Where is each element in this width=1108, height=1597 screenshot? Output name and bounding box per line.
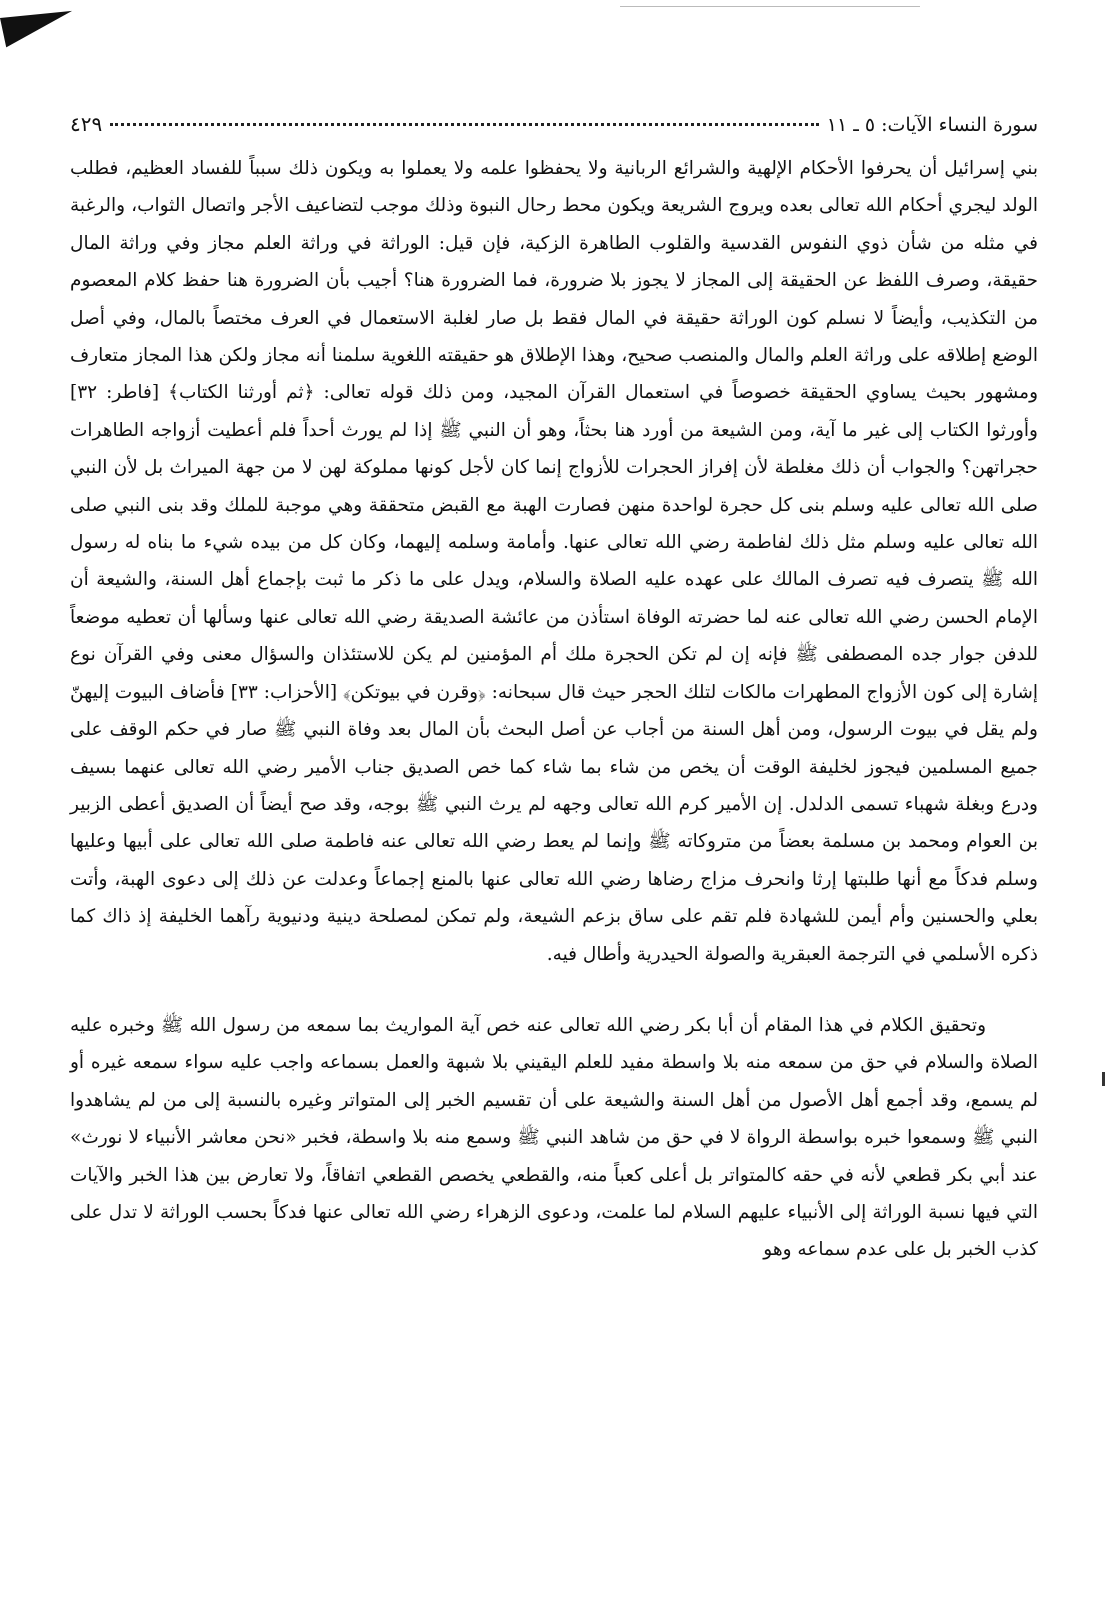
paragraph-1: بني إسرائيل أن يحرفوا الأحكام الإلهية والشرائع الربانية ولا يحفظوا علمه ولا يعملوا به ويكون ذلك سبباً للفساد العظيم، فطلب الولد ليجري أحكام الله تعالى بعده ويروج الشريعة ويكون محط رحال النبوة وذلك موجب لتضاعيف الأجر واتصال الثواب، والرغبة في مثله من شأن ذوي النفوس القدسية والقلوب الطاهرة الزكية، فإن قيل: الوراثة في وراثة العلم مجاز وفي وراثة المال حقيقة، وصرف اللفظ عن الحقيقة إلى المجاز لا يجوز بلا ضرورة، فما الضرورة هنا؟ أجيب بأن الضرورة هنا حفظ كلام المعصوم من التكذيب، وأيضاً لا نسلم كون الوراثة حقيقة في المال فقط بل صار لغلبة الاستعمال في العرف مختصاً بالمال، وفي أصل الوضع إطلاقه على وراثة العلم والمال والمنصب صحيح، وهذا الإطلاق هو حقيقته اللغوية سلمنا أنه مجاز ولكن هذا المجاز متعارف ومشهور بحيث يساوي الحقيقة خصوصاً في استعمال القرآن المجيد، ومن ذلك قوله تعالى: ﴿ثم أورثنا الكتاب﴾ [فاطر: ٣٢] وأورثوا الكتاب إلى غير ما آية، ومن الشيعة من أورد هنا بحثاً، وهو أن النبي ﷺ إذا لم يورث أحداً فلم أعطيت أزواجه الطاهرات حجراتهن؟ والجواب أن ذلك مغلطة لأن إفراز الحجرات للأزواج إنما كان لأجل كونها مملوكة لهن لا من جهة الميراث بل لأن النبي صلى الله تعالى عليه وسلم بنى كل حجرة لواحدة منهن فصارت الهبة مع القبض متحققة وهي موجبة للملك وقد بنى النبي صلى الله تعالى عليه وسلم مثل ذلك لفاطمة رضي الله تعالى عنها. وأمامة وسلمه إليهما، وكان كل من بيده شيء ما بناه له رسول الله ﷺ يتصرف فيه تصرف المالك على عهده عليه الصلاة والسلام، ويدل على ما ذكر ما ثبت بإجماع أهل السنة، والشيعة أن الإمام الحسن رضي الله تعالى عنه لما حضرته الوفاة استأذن من عائشة الصديقة رضي الله تعالى عنها وسألها أن تعطيه موضعاً للدفن جوار جده المصطفى ﷺ فإنه إن لم تكن الحجرة ملك أم المؤمنين لم يكن للاستئذان والسؤال معنى وفي القرآن نوع إشارة إلى كون الأزواج المطهرات مالكات لتلك الحجر حيث قال سبحانه: ﴿وقرن في بيوتكن﴾ [الأحزاب: ٣٣] فأضاف البيوت إليهنّ ولم يقل في بيوت الرسول، ومن أهل السنة من أجاب عن أصل البحث بأن المال بعد وفاة النبي ﷺ صار في حكم الوقف على جميع المسلمين فيجوز لخليفة الوقت أن يخص من شاء بما شاء كما خص الصديق جناب الأمير رضي الله تعالى عنهما بسيف ودرع وبغلة شهباء تسمى الدلدل. إن الأمير كرم الله تعالى وجهه لم يرث النبي ﷺ بوجه، وقد صح أيضاً أن الصديق أعطى الزبير بن العوام ومحمد بن مسلمة بعضاً من متروكاته ﷺ وإنما لم يعط رضي الله تعالى عنه فاطمة صلى الله تعالى على أبيها وعليها وسلم فدكاً مع أنها طلبتها إرثا وانحرف مزاج رضاها رضي الله تعالى عنها بالمنع إجماعاً وعدلت عن ذلك إلى دعوى الهبة، وأتت بعلي والحسنين وأم أيمن للشهادة فلم تقم على ساق بزعم الشيعة، ولم تمكن لمصلحة دينية ودنيوية رآهما الخليفة إذ ذاك كما ذكره الأسلمي في الترجمة العبقرية والصولة الحيدرية وأطال فيه. xyxy=(70,158,1038,965)
header-dot-leader xyxy=(110,123,819,126)
running-header xyxy=(70,112,1038,136)
paragraph-2: وتحقيق الكلام في هذا المقام أن أبا بكر رضي الله تعالى عنه خص آية المواريث بما سمعه من رسول الله ﷺ وخبره عليه الصلاة والسلام في حق من سمعه منه بلا واسطة مفيد للعلم اليقيني بلا شبهة والعمل بسماعه واجب عليه سواء سمعه غيره أو لم يسمع، وقد أجمع أهل الأصول من أهل السنة والشيعة على أن تقسيم الخبر إلى المتواتر وغيره بالنسبة إلى من لم يشاهدوا النبي ﷺ وسمعوا خبره بواسطة الرواة لا في حق من شاهد النبي ﷺ وسمع منه بلا واسطة، فخبر «نحن معاشر الأنبياء لا نورث» عند أبي بكر قطعي لأنه في حقه كالمتواتر بل أعلى كعباً منه، والقطعي يخصص القطعي اتفاقاً، ولا تعارض بين هذا الخبر والآيات التي فيها نسبة الوراثة إلى الأنبياء عليهم السلام لما علمت، ودعوى الزهراء رضي الله تعالى عنها فدكاً بحسب الوراثة لا تدل على كذب الخبر بل على عدم سماعه وهو xyxy=(70,1014,1038,1261)
header-surah-title: سورة النساء الآيات: ٥ ـ ١١ xyxy=(826,114,1038,136)
page-number: ٤٢٩ xyxy=(70,112,103,136)
main-text xyxy=(70,150,1038,1269)
book-page xyxy=(70,112,1038,1572)
margin-tick-mark xyxy=(1102,1072,1105,1086)
top-border-line xyxy=(620,6,920,7)
page-corner-shadow xyxy=(0,3,77,47)
